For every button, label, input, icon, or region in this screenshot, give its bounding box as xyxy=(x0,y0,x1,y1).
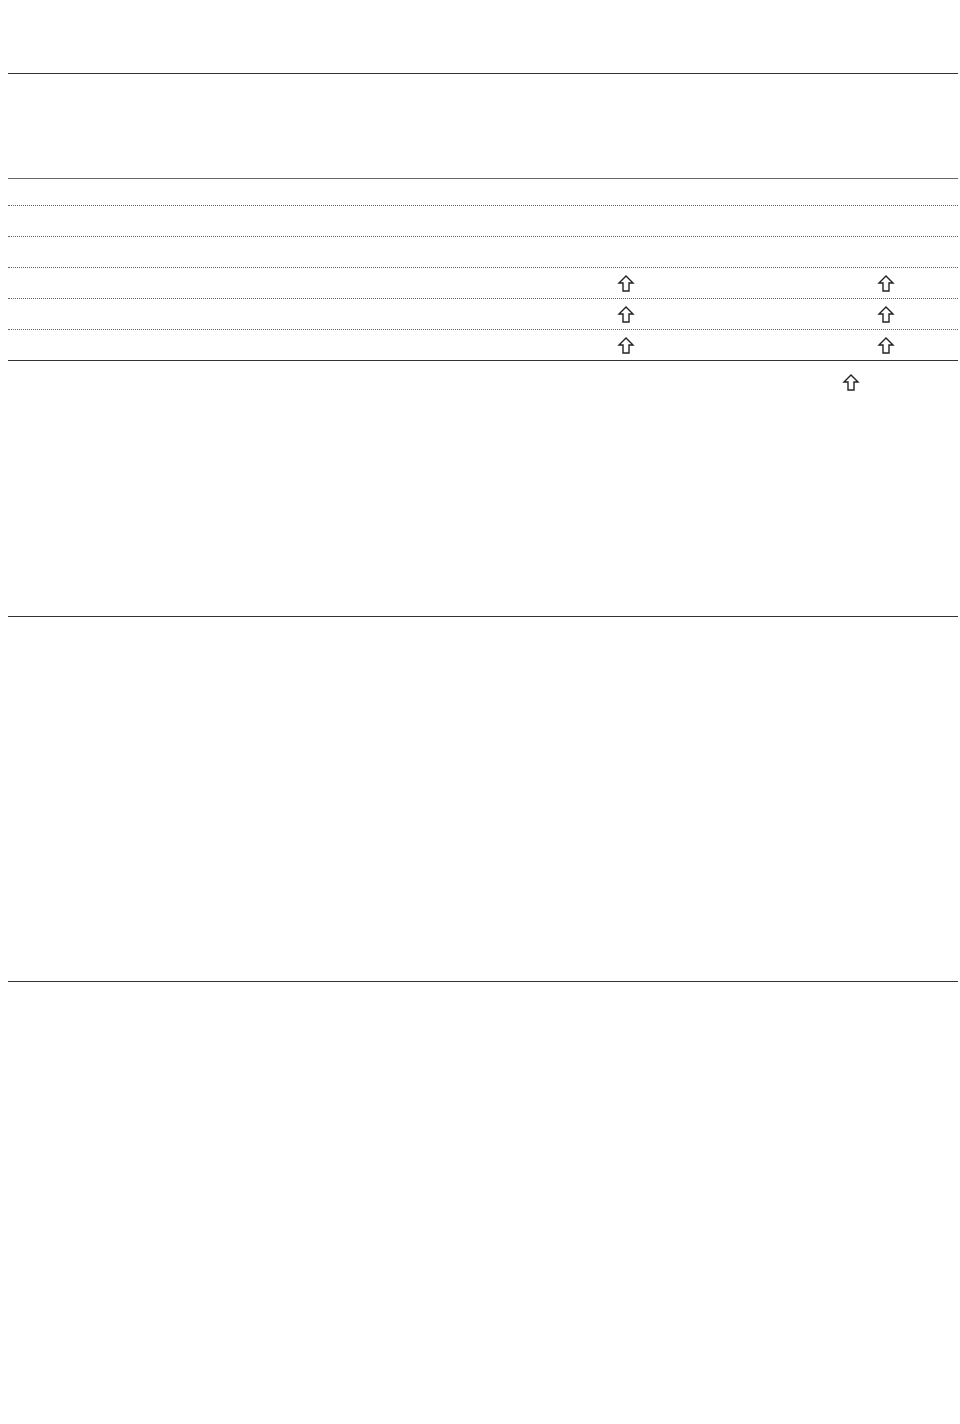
up-arrow-icon xyxy=(877,306,895,324)
amk-table-top-rule xyxy=(8,981,958,982)
row-rule xyxy=(8,205,958,206)
row-rule xyxy=(8,298,958,299)
up-arrow-icon xyxy=(877,275,895,293)
row-rule xyxy=(8,267,958,268)
row-rule xyxy=(8,236,958,237)
up-arrow-icon xyxy=(617,337,635,355)
uni-table-top-rule xyxy=(8,616,958,617)
up-arrow-icon xyxy=(877,337,895,355)
rates-header-rule xyxy=(8,178,958,179)
up-arrow-icon xyxy=(617,275,635,293)
row-rule xyxy=(8,329,958,330)
up-arrow-icon xyxy=(617,306,635,324)
row-rule xyxy=(8,360,958,361)
rates-table-top-rule xyxy=(8,73,958,74)
up-arrow-icon xyxy=(842,374,860,392)
